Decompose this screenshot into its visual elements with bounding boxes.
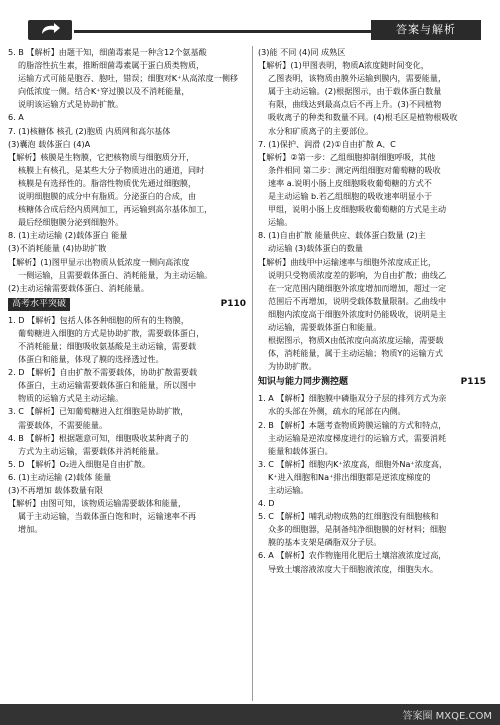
text-line: 1. D 【解析】包括人体各种细胞的所有的生物膜， bbox=[8, 314, 189, 325]
text-line: (3)能 不同 (4)同 成熟区 bbox=[258, 47, 346, 57]
text-line: 动运输，需要载体蛋白和能量。 bbox=[268, 321, 382, 332]
text-line: 在一定范围内随细胞外浓度增加而增加，超过一定 bbox=[268, 282, 447, 293]
text-line: K⁺进入细胞和Na⁺排出细胞都是逆浓度梯度的 bbox=[268, 471, 431, 482]
text-line: 根据图示，物质X由低浓度向高浓度运输，需要载 bbox=[268, 335, 444, 346]
page-title: 答案与解析 bbox=[371, 20, 481, 40]
text-line: 核糖体合成后经内质网加工，再运输到高尔基体加工， bbox=[18, 204, 213, 215]
left-column bbox=[8, 46, 246, 536]
section-page: P110 bbox=[220, 298, 246, 309]
text-line: 最后经细胞膜分泌到细胞外。 bbox=[18, 217, 124, 228]
text-line: 葡萄糖进入细胞的方式是协助扩散，需要载体蛋白， bbox=[18, 327, 205, 338]
right-text-block-2 bbox=[258, 392, 486, 575]
text-line: (3)不再增加 载体数量有限 bbox=[8, 485, 103, 495]
text-line: 为协助扩散。 bbox=[268, 361, 317, 372]
text-line: 体，消耗能量，属于主动运输；物质Y的运输方式 bbox=[268, 348, 443, 359]
text-line: 乙图表明，该物质由膜外运输到膜内，需要能量， bbox=[268, 73, 447, 84]
text-line: 【解析】(1)甲图表明，物质A浓度随时间变化， bbox=[258, 60, 429, 71]
section-page: P115 bbox=[460, 377, 486, 388]
watermark-text: 答案圈 MXQE.COM bbox=[402, 711, 492, 722]
text-line: (3)不消耗能量 (4)协助扩散 bbox=[8, 243, 107, 254]
text-line: 运输方式可能是胞吞、胞吐，错误；细胞对K⁺从高浓度一侧移 bbox=[18, 73, 239, 84]
text-line: 甲组，说明小肠上皮细胞吸收葡萄糖的方式是主动 bbox=[268, 204, 447, 215]
header-rule bbox=[74, 30, 371, 33]
text-line: 众多的细胞器，是制备纯净细胞膜的好材料；细胞 bbox=[268, 524, 447, 535]
text-line: 速率 a.说明小肠上皮细胞吸收葡萄糖的方式不 bbox=[268, 177, 432, 188]
text-line: 核膜是有选择性的。脂溶性物质优先通过细胞膜， bbox=[18, 177, 197, 188]
text-line: 有限，曲线达到最高点后不再上升。(3)不同植物 bbox=[268, 99, 442, 110]
text-line: 吸收离子的种类和数量不同。(4)根毛区是植物根吸收 bbox=[268, 112, 458, 123]
left-text-block-2 bbox=[8, 314, 246, 537]
text-line: 1. A 【解析】细胞膜中磷脂双分子层的排列方式为亲 bbox=[258, 393, 447, 404]
text-line: 说明只受物质浓度差的影响，为自由扩散；曲线乙 bbox=[268, 269, 447, 280]
text-line: 2. B 【解析】本题考查物质跨膜运输的方式和特点， bbox=[258, 419, 447, 430]
column-divider bbox=[252, 46, 253, 701]
text-line: 8. (1)主动运输 (2)载体蛋白 能量 bbox=[8, 230, 128, 241]
text-line: 5. B 【解析】由题干知，细菌毒素是一种含12个氨基酸 bbox=[8, 47, 207, 57]
text-line: 膜的基本支架是磷脂双分子层。 bbox=[268, 537, 382, 548]
page-footer bbox=[0, 704, 500, 725]
text-line: 6. (1)主动运输 (2)载体 能量 bbox=[8, 471, 112, 482]
text-line: 不消耗能量；细胞吸收氨基酸是主动运输，需要载 bbox=[18, 340, 197, 351]
text-line: 主动运输。 bbox=[268, 485, 309, 495]
text-line: 7. (1)核糖体 核孔 (2)胞质 内质网和高尔基体 bbox=[8, 125, 171, 136]
text-line: (2)主动运输需要载体蛋白、消耗能量。 bbox=[8, 282, 149, 293]
text-line: (3)囊泡 载体蛋白 (4)A bbox=[8, 138, 91, 149]
text-line: 增加。 bbox=[18, 524, 43, 535]
text-line: 6. A 【解析】农作物施用化肥后土壤溶液浓度过高， bbox=[258, 550, 447, 561]
text-line: 范围后不再增加，说明受载体数量限制。乙曲线中 bbox=[268, 295, 447, 306]
text-line: 条件相同 第二步：测定两组细胞对葡萄糖的吸收 bbox=[268, 164, 441, 175]
text-line: 需要载体，不需要能量。 bbox=[18, 419, 108, 430]
text-line: 能量和载体蛋白。 bbox=[268, 445, 333, 456]
text-line: 3. C 【解析】已知葡萄糖进入红细胞是协助扩散， bbox=[8, 406, 189, 417]
right-column bbox=[258, 46, 486, 576]
text-line: 的脂溶性抗生素，推断细菌毒素属于蛋白质类物质， bbox=[18, 60, 205, 71]
text-line: 说明细胞膜的成分中有脂质。分泌蛋白的合成，由 bbox=[18, 191, 197, 202]
text-line: 主动运输是逆浓度梯度进行的运输方式，需要消耗 bbox=[268, 432, 447, 443]
right-text-block bbox=[258, 46, 486, 373]
text-line: 5. D 【解析】O₂进入细胞是自由扩散。 bbox=[8, 458, 151, 469]
text-line: 向低浓度一侧。结合K⁺穿过膜以及不消耗能量， bbox=[18, 86, 190, 97]
section-label: 知识与能力同步测控题 bbox=[258, 377, 349, 388]
text-line: 导致土壤溶液浓度大于细胞液浓度，细胞失水。 bbox=[268, 563, 438, 574]
text-line: 6. A bbox=[8, 112, 24, 123]
text-line: 水分和矿质离子的主要部位。 bbox=[268, 125, 374, 136]
text-line: 【解析】②第一步：乙组细胞抑制细胞呼吸，其他 bbox=[258, 151, 436, 162]
text-line: 8. (1)自由扩散 能量供应、载体蛋白数量 (2)主 bbox=[258, 230, 426, 241]
text-line: 7. (1)保护、润滑 (2)①自由扩散 A、C bbox=[258, 138, 396, 149]
text-line: 4. D bbox=[258, 498, 275, 509]
back-arrow-icon bbox=[28, 20, 72, 40]
section-heading-sync bbox=[258, 375, 486, 390]
text-line: 属于主动运输。(2)根据图示，由于载体蛋白数量 bbox=[268, 86, 442, 97]
text-line: 【解析】核膜是生物膜，它把核物质与细胞质分开， bbox=[8, 151, 195, 162]
text-line: 物质的运输方式是主动运输。 bbox=[18, 393, 124, 404]
text-line: 细胞内浓度高于细胞外浓度时仍能吸收，说明是主 bbox=[268, 308, 447, 319]
section-label: 高考水平突破 bbox=[8, 298, 70, 311]
text-line: 核膜上有核孔，是某些大分子物质进出的通道，同时 bbox=[18, 164, 205, 175]
text-line: 动运输 (3)载体蛋白的数量 bbox=[268, 243, 363, 254]
text-line: 水的头部在外侧，疏水的尾部在内侧。 bbox=[268, 406, 406, 417]
text-line: 3. C 【解析】细胞内K⁺浓度高，细胞外Na⁺浓度高， bbox=[258, 458, 448, 469]
text-line: 属于主动运输，当载体蛋白饱和时，运输速率不再 bbox=[18, 511, 197, 522]
text-line: 2. D 【解析】自由扩散不需要载体，协助扩散需要载 bbox=[8, 367, 198, 378]
text-line: 一侧运输，且需要载体蛋白、消耗能量，为主动运输。 bbox=[18, 269, 213, 280]
text-line: 说明该运输方式是协助扩散。 bbox=[18, 99, 124, 110]
page-header bbox=[0, 0, 500, 38]
text-line: 运输。 bbox=[268, 217, 293, 228]
text-line: 是主动运输 b.若乙组细胞的吸收速率明显小于 bbox=[268, 191, 433, 202]
text-line: 【解析】由图可知，该物质运输需要载体和能量， bbox=[8, 498, 187, 509]
text-line: 4. B 【解析】根据题意可知，细胞吸收某种离子的 bbox=[8, 432, 189, 443]
text-line: 【解析】(1)图甲显示出物质从低浓度一侧向高浓度 bbox=[8, 256, 190, 267]
text-line: 方式为主动运输，需要载体并消耗能量。 bbox=[18, 445, 164, 456]
text-line: 5. C 【解析】哺乳动物成熟的红细胞没有细胞核和 bbox=[258, 511, 439, 522]
text-line: 体蛋白和能量，体现了膜的选择透过性。 bbox=[18, 354, 164, 365]
text-line: 【解析】曲线甲中运输速率与细胞外浓度成正比， bbox=[258, 256, 437, 267]
section-heading-gaokao bbox=[8, 297, 246, 312]
left-text-block bbox=[8, 46, 246, 295]
text-line: 体蛋白，主动运输需要载体蛋白和能量，所以图中 bbox=[18, 380, 197, 391]
